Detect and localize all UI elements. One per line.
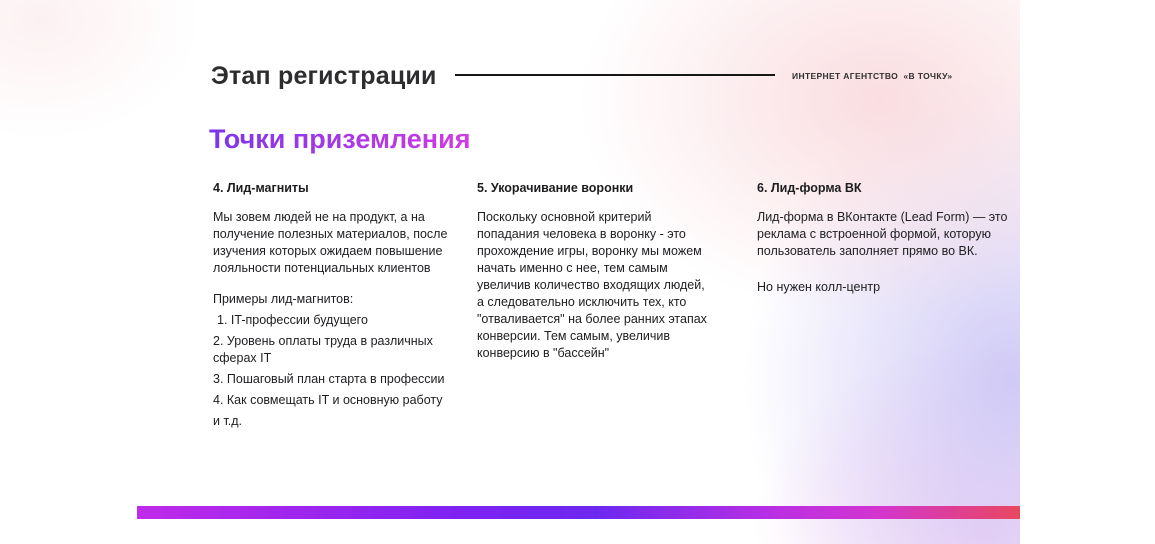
column-heading: 4. Лид-магниты — [213, 181, 309, 195]
column-heading: 6. Лид-форма ВК — [757, 181, 862, 195]
list-item: 4. Как совмещать IT и основную работу — [213, 393, 443, 407]
list-item: 3. Пошаговый план старта в профессии — [213, 372, 445, 386]
list-item: 1. IT-профессии будущего — [217, 313, 368, 327]
column-note: Но нужен колл-центр — [757, 280, 881, 294]
column-paragraph: Лид-форма в ВКонтакте (Lead Form) — это реклама с встроенной формой, которую пользователь заполняет прямо во ВК. — [757, 210, 1008, 258]
column-vk-lead-form — [757, 180, 1025, 296]
footer-bar — [137, 506, 1020, 519]
list-item: и т.д. — [213, 414, 243, 428]
column-funnel-shortening — [477, 180, 713, 362]
column-paragraph: Поскольку основной критерий попадания человека в воронку - это прохождение игры, воронку мы можем начать именно с нее, тем самым увеличив количество входящих людей, а следовательно исключить тех, кто "отваливается" на более ранних этапах конверсии. Тем самым, увеличив конверсию в "бассейн" — [477, 210, 707, 360]
column-paragraph: Мы зовем людей не на продукт, а на получение полезных материалов, после изучения которых ожидаем повышение лояльности потенциальных клиентов — [213, 210, 448, 275]
agency-label: ИНТЕРНЕТ АГЕНТСТВО «В ТОЧКУ» — [792, 71, 953, 81]
page-subtitle: Точки приземления — [209, 124, 471, 154]
list-intro: Примеры лид-магнитов: — [213, 292, 354, 306]
list-item: 2. Уровень оплаты труда в различных сферах IT — [213, 334, 433, 365]
header-divider-line — [455, 74, 775, 76]
column-lead-magnets — [213, 180, 453, 430]
column-heading: 5. Укорачивание воронки — [477, 181, 634, 195]
page-title: Этап регистрации — [211, 62, 437, 90]
